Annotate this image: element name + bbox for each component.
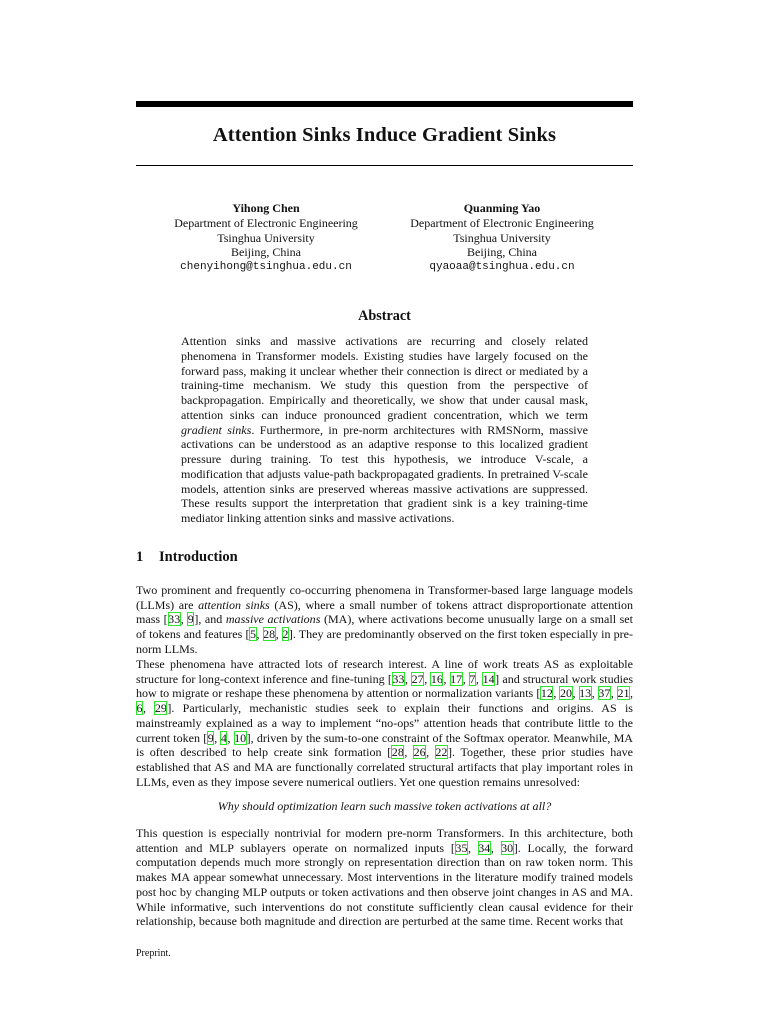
author-block xyxy=(160,201,372,275)
citation-link[interactable]: 7 xyxy=(469,671,476,686)
citation-link[interactable]: 34 xyxy=(478,840,491,855)
citation-link[interactable]: 33 xyxy=(168,612,181,627)
abstract-text: Attention sinks and massive activations are recurring and closely related phenomena in Transformer models. Existing studies have largely focused on the forward pass, making it unclear whether their connection is direct or mediated by a training-time mechanism. We study this question from the perspective of backpropagation. Empirically and theoretically, we show that under causal mask, attention sinks can induce pronounced gradient concentration, which we term xyxy=(181,334,588,422)
section-title: Introduction xyxy=(159,549,238,565)
abstract-term: gradient sinks xyxy=(181,422,252,437)
author-email: chenyihong@tsinghua.edu.cn xyxy=(180,261,352,274)
citation-group: [5, 28, 2] xyxy=(245,627,293,642)
author-name: Quanming Yao xyxy=(463,201,541,215)
text-run: and structural work studies how to migrate or reshape these phenomena by attention or normalization variants xyxy=(136,671,634,701)
author-block xyxy=(396,201,608,275)
citation-link[interactable]: 10 xyxy=(234,730,247,745)
italic-term: attention sinks xyxy=(198,597,270,612)
citation-link[interactable]: 14 xyxy=(482,671,495,686)
citation-link[interactable]: 26 xyxy=(413,745,426,760)
citation-link[interactable]: 6 xyxy=(136,701,143,716)
citation-link[interactable]: 28 xyxy=(263,627,276,642)
preprint-footer: Preprint. xyxy=(136,948,171,959)
citation-group: [33, 27, 16, 17, 7, 14] xyxy=(387,671,500,686)
citation-link[interactable]: 20 xyxy=(559,686,573,701)
abstract-text: . Furthermore, in pre-norm architectures with RMSNorm, massive activations can be understood as an adaptive response to this localized gradient pressure during training. To test this hypothesis, we introduce V-scale, a modification that adjusts value-path backpropagated gradients. In pretrained V-scale models, attention sinks are preserved whereas massive activations are suppressed. These results support the interpretation that gradient sink is a key training-time mediator linking attention sinks and massive activations. xyxy=(181,422,589,525)
citation-group: [33, 9] xyxy=(163,612,199,627)
author-university: Tsinghua University xyxy=(453,230,551,245)
italic-term: massive activations xyxy=(225,612,321,627)
citation-link[interactable]: 13 xyxy=(579,686,592,701)
title-top-rule xyxy=(136,101,633,107)
citation-link[interactable]: 9 xyxy=(187,612,194,627)
citation-group: [35, 34, 30] xyxy=(450,840,518,855)
citation-link[interactable]: 35 xyxy=(455,840,468,855)
text-run: These phenomena have attracted lots of research interest. A line of work treats AS as exploitable structure for long-context inference and fine-tuning xyxy=(136,657,633,686)
citation-link[interactable]: 27 xyxy=(411,671,424,686)
paper-title: Attention Sinks Induce Gradient Sinks xyxy=(212,124,557,146)
body-paragraph xyxy=(136,826,633,929)
body-paragraph xyxy=(136,583,633,657)
citation-link[interactable]: 4 xyxy=(220,730,227,745)
author-location: Beijing, China xyxy=(231,245,301,260)
citation-link[interactable]: 21 xyxy=(617,686,630,701)
citation-group: [12, 20, 13, 37, 21, 6, 29] xyxy=(136,686,634,716)
text-run: . Together, these prior studies have established that AS and MA are functionally correlated structural artifacts that play important roles in LLMs, even as they impose severe numerical outliers. Yet one question remains unresolved: xyxy=(136,745,633,789)
author-department: Department of Electronic Engineering xyxy=(174,215,358,230)
text-run: . Particularly, mechanistic studies seek to explain their functions and origins. AS is mainstreamly explained as a way to implement “no-ops” attention heads that contribute little to the current token xyxy=(136,701,633,745)
abstract-body xyxy=(181,334,588,526)
citation-link[interactable]: 12 xyxy=(540,686,553,701)
section-heading xyxy=(136,549,238,566)
citation-link[interactable]: 29 xyxy=(154,701,167,716)
text-run: (MA), where activations become unusually large on a small set of tokens and features xyxy=(136,612,633,642)
author-email: qyaoaa@tsinghua.edu.cn xyxy=(429,261,575,274)
citation-link[interactable]: 2 xyxy=(282,627,289,642)
author-university: Tsinghua University xyxy=(217,230,315,245)
citation-link[interactable]: 28 xyxy=(391,745,404,760)
body-paragraph xyxy=(136,657,633,789)
research-question: Why should optimization learn such massive token activations at all? xyxy=(217,799,552,813)
text-run: Two prominent and frequently co-occurring phenomena in Transformer-based large language models (LLMs) are xyxy=(136,583,633,612)
author-name: Yihong Chen xyxy=(232,201,300,215)
citation-link[interactable]: 17 xyxy=(450,671,463,686)
citation-link[interactable]: 37 xyxy=(598,686,611,701)
author-department: Department of Electronic Engineering xyxy=(410,215,594,230)
text-run: , and xyxy=(198,612,226,627)
author-location: Beijing, China xyxy=(467,245,537,260)
text-run: , driven by the sum-to-one constraint of the Softmax operator. Meanwhile, MA is often described to help create sink formation xyxy=(136,730,633,760)
citation-link[interactable]: 9 xyxy=(207,730,214,745)
citation-link[interactable]: 22 xyxy=(435,745,448,760)
citation-group: [28, 26, 22] xyxy=(387,745,452,760)
text-run: This question is especially nontrivial for modern pre-norm Transformers. In this architecture, both attention and MLP sublayers operate on normalized inputs xyxy=(136,826,633,855)
citation-link[interactable]: 33 xyxy=(392,671,405,686)
title-bottom-rule xyxy=(136,165,633,166)
text-run: . They are predominantly observed on the first token especially in pre-norm LLMs. xyxy=(136,627,634,656)
abstract-heading: Abstract xyxy=(358,308,411,324)
section-number: 1 xyxy=(136,549,144,565)
citation-link[interactable]: 16 xyxy=(430,671,443,686)
text-run: . Locally, the forward computation depends much more strongly on representation direction than on raw token norm. This makes MA appear somewhat unnecessary. Most interventions in the literature modify trained models post hoc by changing MLP outputs or token activations and then observe joint changes in AS and MA. While informative, such interventions do not constitute sufficiently clean causal evidence for their relationship, because both magnitude and direction are perturbed at the same time. Recent works that xyxy=(136,840,633,929)
citation-group: [9, 4, 10] xyxy=(203,730,251,745)
citation-link[interactable]: 30 xyxy=(501,840,514,855)
text-run: (AS), where a small number of tokens attract disproportionate attention mass xyxy=(136,597,634,627)
citation-link[interactable]: 5 xyxy=(249,627,257,642)
